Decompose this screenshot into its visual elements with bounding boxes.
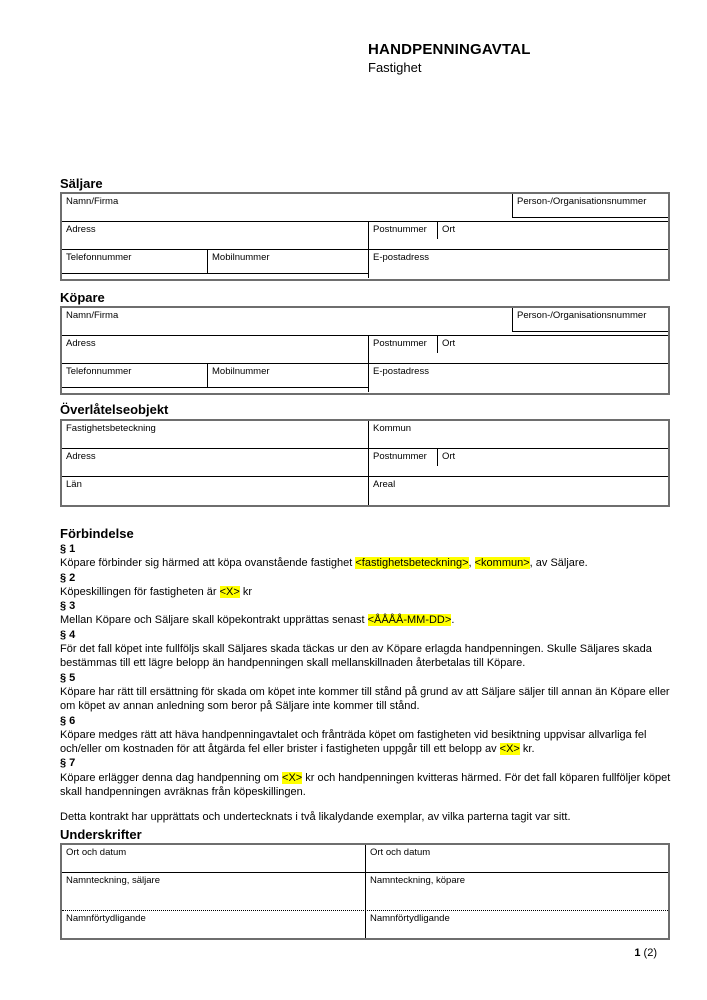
saljare-cell-namnfortydligande [62, 911, 366, 938]
paragraph-marker: § 6 [60, 714, 76, 727]
field-label-areal: Areal [373, 479, 396, 490]
objekt-cell-lan [62, 477, 369, 505]
kopare-cell-postnummer [369, 336, 438, 363]
saljare-cell-person-org [512, 194, 668, 218]
page-number [634, 947, 657, 959]
heading-saljare: Säljare [60, 176, 103, 191]
field-label-epostadress: E-postadress [373, 366, 429, 377]
field-label-mobilnummer: Mobilnummer [212, 252, 270, 263]
paragraph-marker: § 2 [60, 571, 76, 584]
kopare-cell-epostadress [369, 364, 668, 392]
saljare-cell-ort [438, 222, 668, 249]
paragraph-1 [60, 542, 672, 571]
saljare-cell-epostadress [369, 250, 668, 278]
paragraph-text: Köpare har rätt till ersättning för skada om köpet inte kommer till stånd på grund av att Säljare säljer till annan än Köpare eller om köpet av annan anledning som beror på Säljare inte kommer till stånd. [60, 685, 670, 713]
paragraph-2 [60, 571, 672, 600]
total-pages: (2) [643, 947, 657, 959]
saljare-cell-telefonnummer [62, 250, 208, 273]
field-label-epostadress: E-postadress [373, 252, 429, 263]
paragraph-7 [60, 756, 672, 799]
title-block [368, 41, 531, 75]
kopare-phone-group [62, 364, 369, 392]
kopare-cell-telefonnummer [62, 364, 208, 387]
field-label-person-org: Person-/Organisationsnummer [517, 196, 647, 207]
saljare-phone-group [62, 250, 369, 278]
saljare-cell-postnummer [369, 222, 438, 249]
saljare-cell-adress [62, 222, 369, 249]
paragraph-marker: § 4 [60, 628, 76, 641]
highlight-token: <X> [499, 743, 520, 756]
document-subtitle: Fastighet [368, 60, 422, 75]
highlight-token: <ÅÅÅÅ-MM-DD> [367, 614, 452, 627]
field-label-ort-datum: Ort och datum [370, 847, 431, 858]
saljare-cell-namnteckning [62, 873, 366, 910]
kopare-row-name [62, 308, 668, 336]
highlight-token: <X> [282, 771, 303, 784]
kopare-row-contact [62, 364, 668, 392]
paragraph-3 [60, 599, 672, 628]
heading-kopare: Köpare [60, 290, 105, 305]
document-title: HANDPENNINGAVTAL [368, 41, 531, 58]
kopare-cell-adress [62, 336, 369, 363]
field-label-adress: Adress [66, 451, 96, 462]
paragraph-6 [60, 714, 672, 757]
current-page: 1 [634, 947, 641, 959]
objekt-cell-postnummer [369, 449, 438, 476]
field-label-lan: Län [66, 479, 82, 490]
closing-statement: Detta kontrakt har upprättats och undertecknats i två likalydande exemplar, av vilka parterna tagit var sitt. [60, 811, 571, 824]
heading-overlatelseobjekt: Överlåtelseobjekt [60, 402, 169, 417]
field-label-postnummer: Postnummer [373, 338, 427, 349]
field-label-namnteckning-saljare: Namnteckning, säljare [66, 875, 160, 886]
objekt-row-beteckning [62, 421, 668, 449]
heading-underskrifter: Underskrifter [60, 827, 142, 842]
field-label-telefonnummer: Telefonnummer [66, 252, 132, 263]
paragraph-text: Köpare erlägger denna dag handpenning om <X> kr och handpenningen kvitteras härmed. För det fall köparen fullföljer köpet skall handpenningen avräknas från köpeskillingen. [60, 771, 671, 799]
paragraph-text: Köpare medges rätt att häva handpenningavtalet och frånträda köpet om fastigheten vid besiktning uppvisar allvarliga fel och/eller om kostnaden för att åtgärda fel eller brister i fastigheten uppgår till ett belopp av <X> kr. [60, 728, 647, 756]
signature-row-ort-datum [62, 845, 668, 873]
field-label-ort: Ort [442, 338, 456, 349]
field-label-kommun: Kommun [373, 423, 412, 434]
field-label-postnummer: Postnummer [373, 451, 427, 462]
signature-row-namnteckning [62, 873, 668, 911]
field-label-person-org: Person-/Organisationsnummer [517, 310, 647, 321]
paragraph-marker: § 1 [60, 543, 76, 555]
highlight-token: <kommun> [474, 557, 530, 570]
section-forbindelse [60, 526, 672, 825]
saljare-row-address [62, 222, 668, 250]
paragraph-text: Mellan Köpare och Säljare skall köpekontrakt upprättas senast <ÅÅÅÅ-MM-DD>. [60, 614, 455, 627]
field-label-telefonnummer: Telefonnummer [66, 366, 132, 377]
field-label-namn-firma: Namn/Firma [66, 310, 119, 321]
objekt-cell-adress [62, 449, 369, 476]
kopare-cell-ort [438, 336, 668, 363]
kopare-cell-namnteckning [366, 873, 668, 910]
highlight-token: <fastighetsbeteckning> [355, 557, 469, 570]
objekt-cell-kommun [369, 421, 668, 448]
table-underskrifter [60, 843, 670, 940]
objekt-cell-ort [438, 449, 668, 476]
heading-forbindelse: Förbindelse [60, 526, 134, 541]
objekt-cell-areal [369, 477, 668, 505]
kopare-row-address [62, 336, 668, 364]
field-label-namnfortydligande: Namnförtydligande [66, 913, 146, 924]
paragraph-marker: § 3 [60, 600, 76, 613]
table-saljare [60, 192, 670, 281]
field-label-fastighetsbeteckning: Fastighetsbeteckning [66, 423, 156, 434]
saljare-cell-mobilnummer [208, 250, 368, 273]
saljare-row-contact [62, 250, 668, 278]
field-label-namnteckning-kopare: Namnteckning, köpare [370, 875, 466, 886]
objekt-cell-fastighetsbeteckning [62, 421, 369, 448]
field-label-ort: Ort [442, 451, 456, 462]
highlight-token: <X> [219, 585, 240, 598]
saljare-row-name [62, 194, 668, 222]
kopare-cell-namnfortydligande [366, 911, 668, 938]
field-label-adress: Adress [66, 338, 96, 349]
paragraph-4 [60, 628, 672, 671]
table-kopare [60, 306, 670, 395]
paragraph-text: Köpare förbinder sig härmed att köpa ovanstående fastighet <fastighetsbeteckning>, <kommun>, av Säljare. [60, 557, 588, 570]
paragraph-text: För det fall köpet inte fullföljs skall Säljares skada täckas ur den av Köpare erlagda handpenningen. Skulle Säljares skada bestämmas till ett lägre belopp än handpenningen skall mellanskillnaden återbetalas till Köpare. [60, 643, 652, 670]
paragraph-text: Köpeskillingen för fastigheten är <X> kr [60, 585, 253, 598]
kopare-cell-ort-datum [366, 845, 668, 872]
table-overlatelseobjekt [60, 419, 670, 507]
kopare-cell-person-org [512, 308, 668, 332]
field-label-mobilnummer: Mobilnummer [212, 366, 270, 377]
field-label-namn-firma: Namn/Firma [66, 196, 119, 207]
saljare-cell-ort-datum [62, 845, 366, 872]
field-label-ort-datum: Ort och datum [66, 847, 127, 858]
objekt-row-address [62, 449, 668, 477]
field-label-namnfortydligande: Namnförtydligande [370, 913, 450, 924]
signature-row-namnfortydligande [62, 911, 668, 938]
field-label-ort: Ort [442, 224, 456, 235]
paragraph-marker: § 5 [60, 671, 76, 684]
field-label-postnummer: Postnummer [373, 224, 427, 235]
paragraph-marker: § 7 [60, 757, 76, 770]
paragraph-5 [60, 671, 672, 714]
objekt-row-lan-areal [62, 477, 668, 505]
field-label-adress: Adress [66, 224, 96, 235]
kopare-cell-mobilnummer [208, 364, 368, 387]
